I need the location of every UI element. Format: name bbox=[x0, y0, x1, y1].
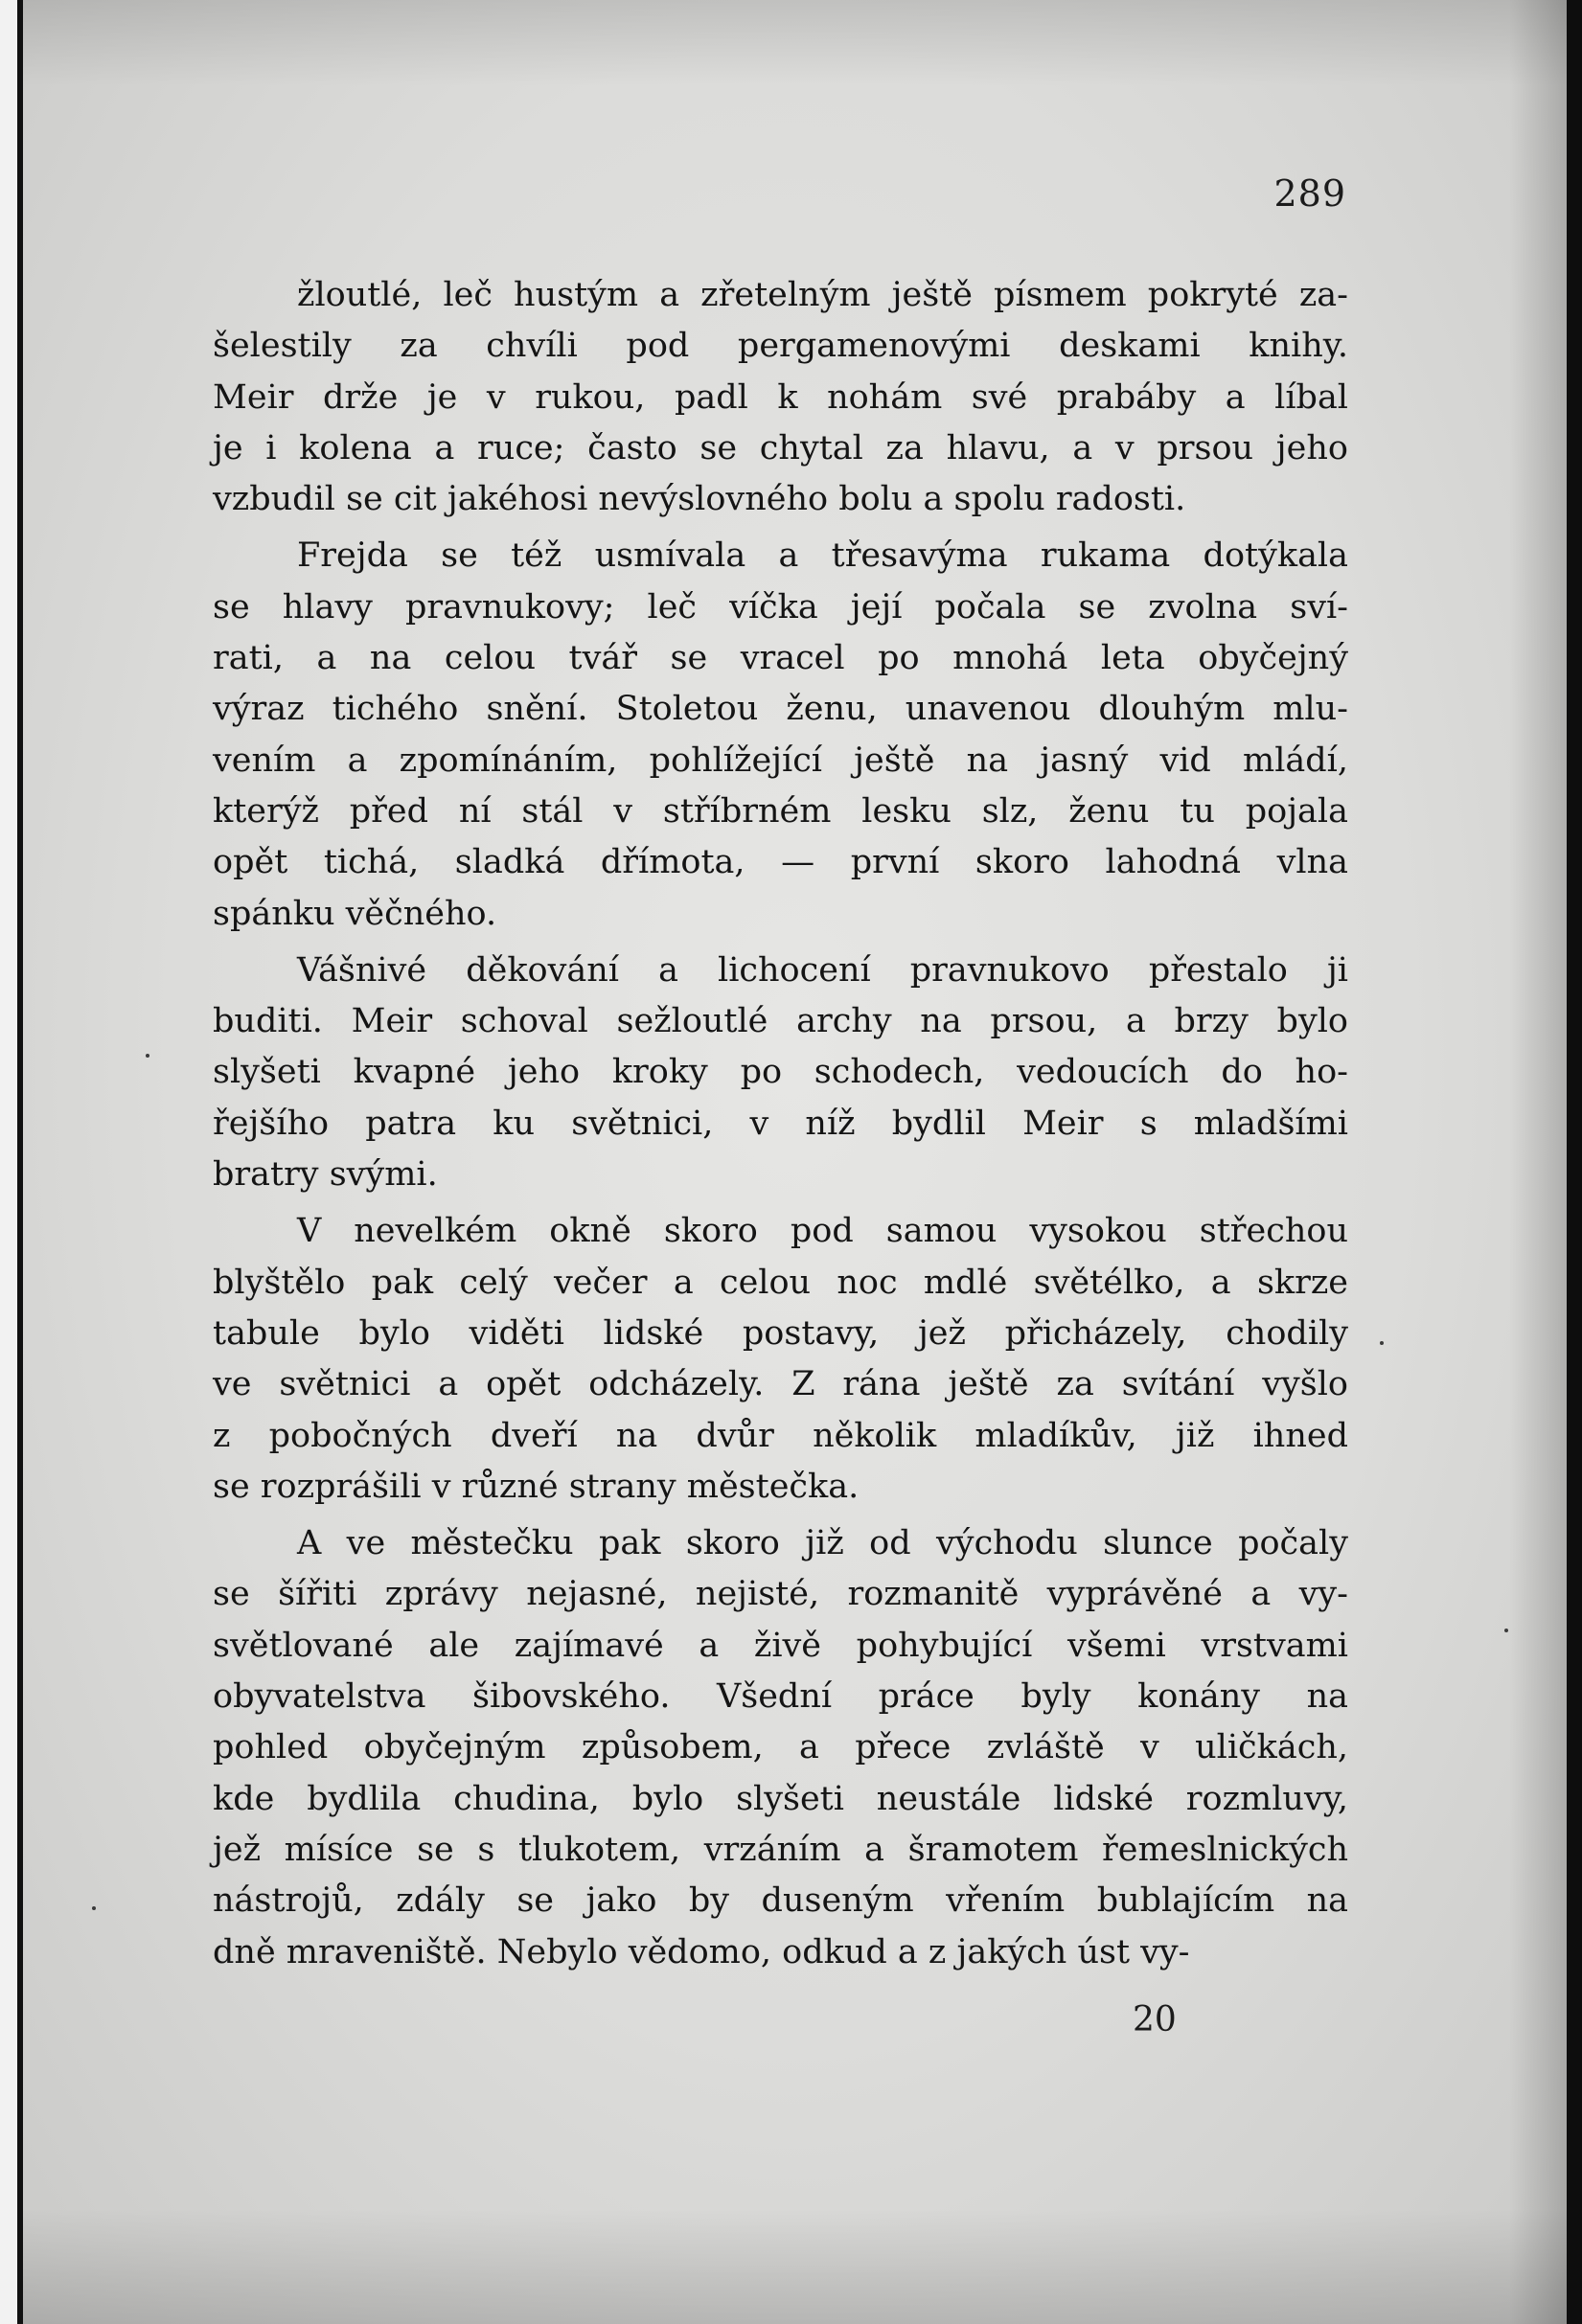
text-line: tabule bylo viděti lidské postavy, jež přicházely, chodily bbox=[213, 1313, 1348, 1353]
text-line: je i kolena a ruce; často se chytal za hlavu, a v prsou jeho bbox=[213, 428, 1348, 467]
text-line: se hlavy pravnukovy; leč víčka její počala se zvolna sví- bbox=[213, 587, 1348, 627]
text-line: blyštělo pak celý večer a celou noc mdlé světélko, a skrze bbox=[213, 1263, 1348, 1302]
paragraph bbox=[213, 1518, 1348, 1978]
text-line: se rozprášili v různé strany městečka. bbox=[213, 1467, 860, 1506]
dust-speck bbox=[1504, 1629, 1508, 1632]
scan-margin-left bbox=[0, 0, 17, 2324]
text-line: kde bydlila chudina, bylo slyšeti neustále lidské rozmluvy, bbox=[213, 1779, 1348, 1818]
text-line: spánku věčného. bbox=[213, 894, 497, 933]
text-line: dně mraveniště. Nebylo vědomo, odkud a z jakých úst vy- bbox=[213, 1932, 1190, 1971]
text-line: vzbudil se cit jakéhosi nevýslovného bolu a spolu radosti. bbox=[213, 480, 1186, 519]
text-line: nástrojů, zdály se jako by duseným vřením bublajícím na bbox=[213, 1881, 1348, 1921]
text-line: V nevelkém okně skoro pod samou vysokou střechou bbox=[297, 1212, 1348, 1251]
scan-shadow-right bbox=[1509, 0, 1567, 2324]
text-line: A ve městečku pak skoro již od východu slunce počaly bbox=[297, 1524, 1348, 1563]
text-line: z pobočných dveří na dvůr několik mladíkův, již ihned bbox=[213, 1416, 1348, 1455]
text-line: kterýž před ní stál v stříbrném lesku slz, ženu tu pojala bbox=[213, 791, 1348, 831]
scan-edge-left bbox=[17, 0, 23, 2324]
scan-shadow-top bbox=[0, 0, 1582, 86]
text-line: buditi. Meir schoval sežloutlé archy na prsou, a brzy bylo bbox=[213, 1002, 1348, 1041]
scan-edge-right bbox=[1567, 0, 1582, 2324]
text-line: Meir drže je v rukou, padl k nohám své prabáby a líbal bbox=[213, 377, 1348, 417]
text-line: rati, a na celou tvář se vracel po mnohá leta obyčejný bbox=[213, 639, 1348, 678]
text-line: Frejda se též usmívala a třesavýma rukama dotýkala bbox=[297, 536, 1348, 576]
printer-signature-mark: 20 bbox=[1133, 2000, 1177, 2039]
text-line: obyvatelstva šibovského. Všední práce byly konány na bbox=[213, 1677, 1348, 1717]
paragraph bbox=[213, 946, 1348, 1200]
paragraph bbox=[213, 1206, 1348, 1513]
body-text bbox=[213, 270, 1348, 1978]
text-line: pohled obyčejným způsobem, a přece zvláště v uličkách, bbox=[213, 1728, 1348, 1767]
paragraph bbox=[213, 531, 1348, 939]
text-line: bratry svými. bbox=[213, 1155, 438, 1195]
text-line: vením a zpomínáním, pohlížející ještě na jasný vid mládí, bbox=[213, 740, 1348, 780]
text-line: jež mísíce se s tlukotem, vrzáním a šramotem řemeslnických bbox=[213, 1830, 1348, 1869]
text-line: slyšeti kvapné jeho kroky po schodech, vedoucích do ho- bbox=[213, 1053, 1348, 1092]
text-line: světlované ale zajímavé a živě pohybující všemi vrstvami bbox=[213, 1626, 1348, 1665]
text-line: se šířiti zprávy nejasné, nejisté, rozmanitě vyprávěné a vy- bbox=[213, 1575, 1348, 1614]
paragraph bbox=[213, 270, 1348, 525]
text-line: ve světnici a opět odcházely. Z rána ještě za svítání vyšlo bbox=[213, 1365, 1348, 1404]
dust-speck bbox=[1380, 1341, 1384, 1345]
dust-speck bbox=[146, 1054, 149, 1058]
text-line: Vášnivé děkování a lichocení pravnukovo přestalo ji bbox=[297, 950, 1348, 990]
dust-speck bbox=[92, 1906, 96, 1910]
scan-shadow-bottom bbox=[0, 2209, 1582, 2324]
text-line: řejšího patra ku světnici, v níž bydlil Meir s mladšími bbox=[213, 1104, 1348, 1143]
text-line: šelestily za chvíli pod pergamenovými deskami knihy. bbox=[213, 327, 1348, 366]
text-line: žloutlé, leč hustým a zřetelným ještě písmem pokryté za- bbox=[297, 276, 1348, 314]
page-number: 289 bbox=[1273, 172, 1346, 215]
text-line: opět tichá, sladká dřímota, — první skoro lahodná vlna bbox=[213, 843, 1348, 882]
text-line: výraz tichého snění. Stoletou ženu, unavenou dlouhým mlu- bbox=[213, 690, 1348, 729]
